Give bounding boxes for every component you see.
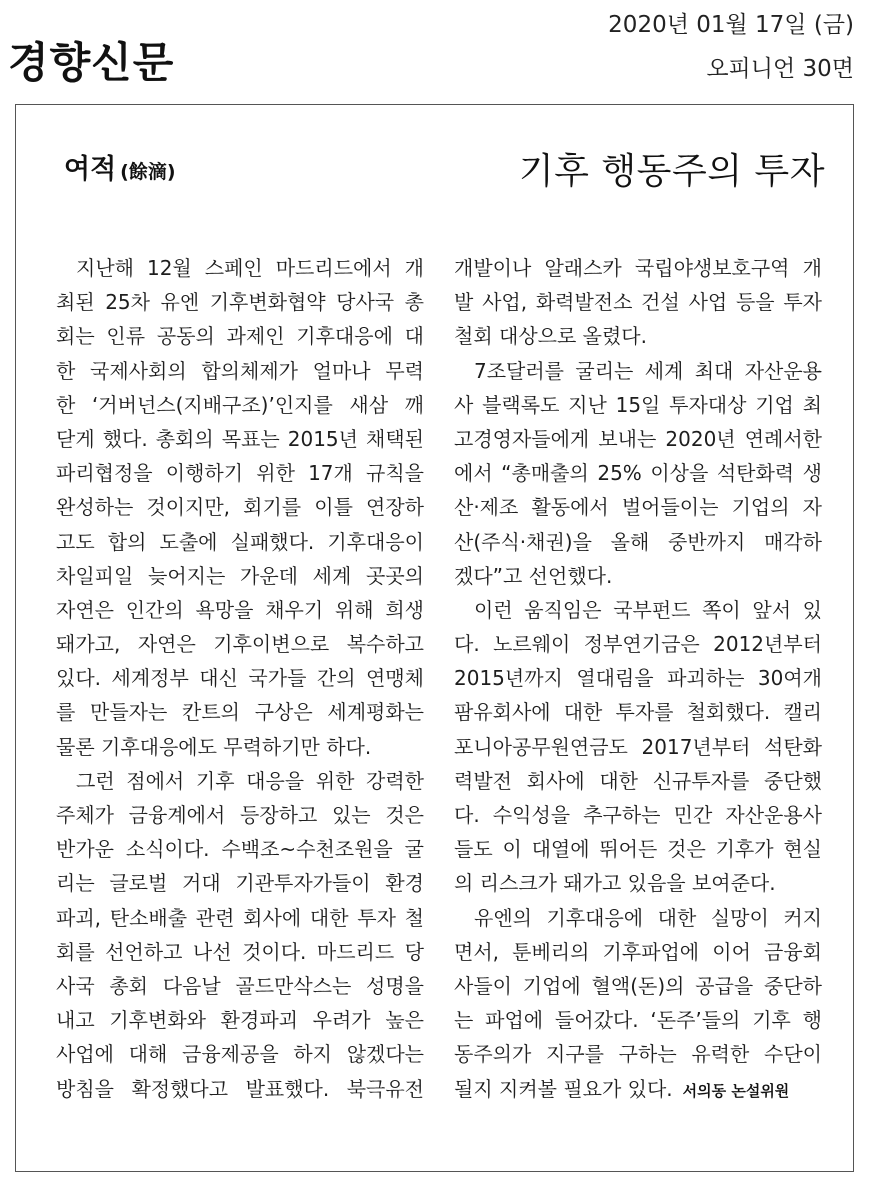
body-line: 자연은 인간의 욕망을 채우기 위해 희생 xyxy=(56,597,424,622)
body-line: 7조달러를 굴리는 세계 최대 자산운용 xyxy=(474,358,822,383)
body-line: 는 파업에 들어갔다. ‘돈주’들의 기후 행 xyxy=(454,1008,822,1033)
body-line: 의 리스크가 돼가고 있음을 보여준다. xyxy=(454,871,776,896)
body-line: 철회 대상으로 올렸다. xyxy=(454,324,647,349)
body-line: 고도 합의 도출에 실패했다. 기후대응이 xyxy=(56,529,424,554)
closing-line xyxy=(454,1072,822,1106)
body-line: 력발전 회사에 대한 신규투자를 중단했 xyxy=(454,768,822,793)
body-line: 산(주식·채권)을 올해 중반까지 매각하 xyxy=(454,529,822,554)
body-line: 다. 수익성을 추구하는 민간 자산운용사 xyxy=(454,803,822,827)
body-line: 내고 기후변화와 환경파괴 우려가 높은 xyxy=(56,1008,424,1033)
body-line: 이런 움직임은 국부펀드 쪽이 앞서 있 xyxy=(474,597,822,622)
article-headline: 기후 행동주의 투자 xyxy=(518,151,825,192)
body-line: 방침을 확정했다고 발표했다. 북극유전 xyxy=(56,1076,424,1101)
body-line: 고경영자들에게 보내는 2020년 연례서한 xyxy=(454,426,822,451)
body-line: 완성하는 것이지만, 회기를 이틀 연장하 xyxy=(56,495,424,520)
body-line: 사국 총회 다음날 골드만삭스는 성명을 xyxy=(56,973,424,998)
body-line: 리는 글로벌 거대 기관투자가들이 환경 xyxy=(56,871,424,896)
body-line: 에서 “총매출의 25% 이상을 석탄화력 생 xyxy=(454,461,822,486)
column-name xyxy=(64,147,176,186)
body-line: 사 블랙록도 지난 15일 투자대상 기업 최 xyxy=(454,392,822,417)
body-line: 한 국제사회의 합의체제가 얼마나 무력 xyxy=(56,358,424,383)
body-line: 를 만들자는 칸트의 구상은 세계평화는 xyxy=(56,700,424,725)
author-byline: 서의동 논설위원 xyxy=(682,1081,790,1100)
article-body-left-column xyxy=(56,251,424,1106)
body-line: 한 ‘거버넌스(지배구조)’인지를 새삼 깨 xyxy=(56,392,424,417)
body-line: 물론 기후대응에도 무력하기만 하다. xyxy=(56,734,372,759)
body-line: 닫게 했다. 총회의 목표는 2015년 채택된 xyxy=(56,426,424,451)
body-line: 2015년까지 열대림을 파괴하는 30여개 xyxy=(454,666,822,691)
body-line: 차일피일 늦어지는 가운데 세계 곳곳의 xyxy=(56,563,424,588)
body-line: 면서, 툰베리의 기후파업에 이어 금융회 xyxy=(454,939,822,964)
publication-date: 2020년 01월 17일 (금) xyxy=(608,12,854,38)
body-line: 돼가고, 자연은 기후이변으로 복수하고 xyxy=(56,632,424,657)
body-line: 지난해 12월 스페인 마드리드에서 개 xyxy=(76,256,424,280)
body-line: 다. 노르웨이 정부연기금은 2012년부터 xyxy=(454,632,822,657)
body-line: 사업에 대해 금융제공을 하지 않겠다는 xyxy=(56,1042,424,1067)
page-section: 오피니언 30면 xyxy=(706,56,854,82)
column-name-hanja: (餘滴) xyxy=(120,161,176,183)
body-line: 있다. 세계정부 대신 국가들 간의 연맹체 xyxy=(56,666,424,691)
body-line: 최된 25차 유엔 기후변화협약 당사국 총 xyxy=(56,290,424,315)
body-line: 들도 이 대열에 뛰어든 것은 기후가 현실 xyxy=(454,837,822,862)
column-name-korean: 여적 xyxy=(64,154,117,185)
body-line: 그런 점에서 기후 대응을 위한 강력한 xyxy=(76,768,424,793)
body-line: 개발이나 알래스카 국립야생보호구역 개 xyxy=(454,256,822,280)
body-line: 주체가 금융계에서 등장하고 있는 것은 xyxy=(56,803,424,827)
body-line: 될지 지켜볼 필요가 있다. xyxy=(454,1076,673,1101)
newspaper-logo: 경향신문 xyxy=(8,38,175,87)
body-line: 유엔의 기후대응에 대한 실망이 커지 xyxy=(474,905,822,930)
body-line: 겠다”고 선언했다. xyxy=(454,563,613,588)
article-body-right-column xyxy=(454,251,822,1106)
body-line: 회를 선언하고 나선 것이다. 마드리드 당 xyxy=(56,939,424,964)
body-line: 사들이 기업에 혈액(돈)의 공급을 중단하 xyxy=(454,973,822,998)
body-line: 발 사업, 화력발전소 건설 사업 등을 투자 xyxy=(454,290,822,315)
body-line: 파괴, 탄소배출 관련 회사에 대한 투자 철 xyxy=(56,905,424,930)
body-line: 회는 인류 공동의 과제인 기후대응에 대 xyxy=(56,324,424,349)
body-line: 파리협정을 이행하기 위한 17개 규칙을 xyxy=(56,461,424,486)
article-frame xyxy=(15,104,854,1172)
body-line: 반가운 소식이다. 수백조~수천조원을 굴 xyxy=(56,837,424,862)
body-line: 산·제조 활동에서 벌어들이는 기업의 자 xyxy=(454,495,822,520)
body-line: 포니아공무원연금도 2017년부터 석탄화 xyxy=(454,734,822,759)
body-line: 동주의가 지구를 구하는 유력한 수단이 xyxy=(454,1042,822,1067)
body-line: 팜유회사에 대한 투자를 철회했다. 캘리 xyxy=(454,700,822,725)
